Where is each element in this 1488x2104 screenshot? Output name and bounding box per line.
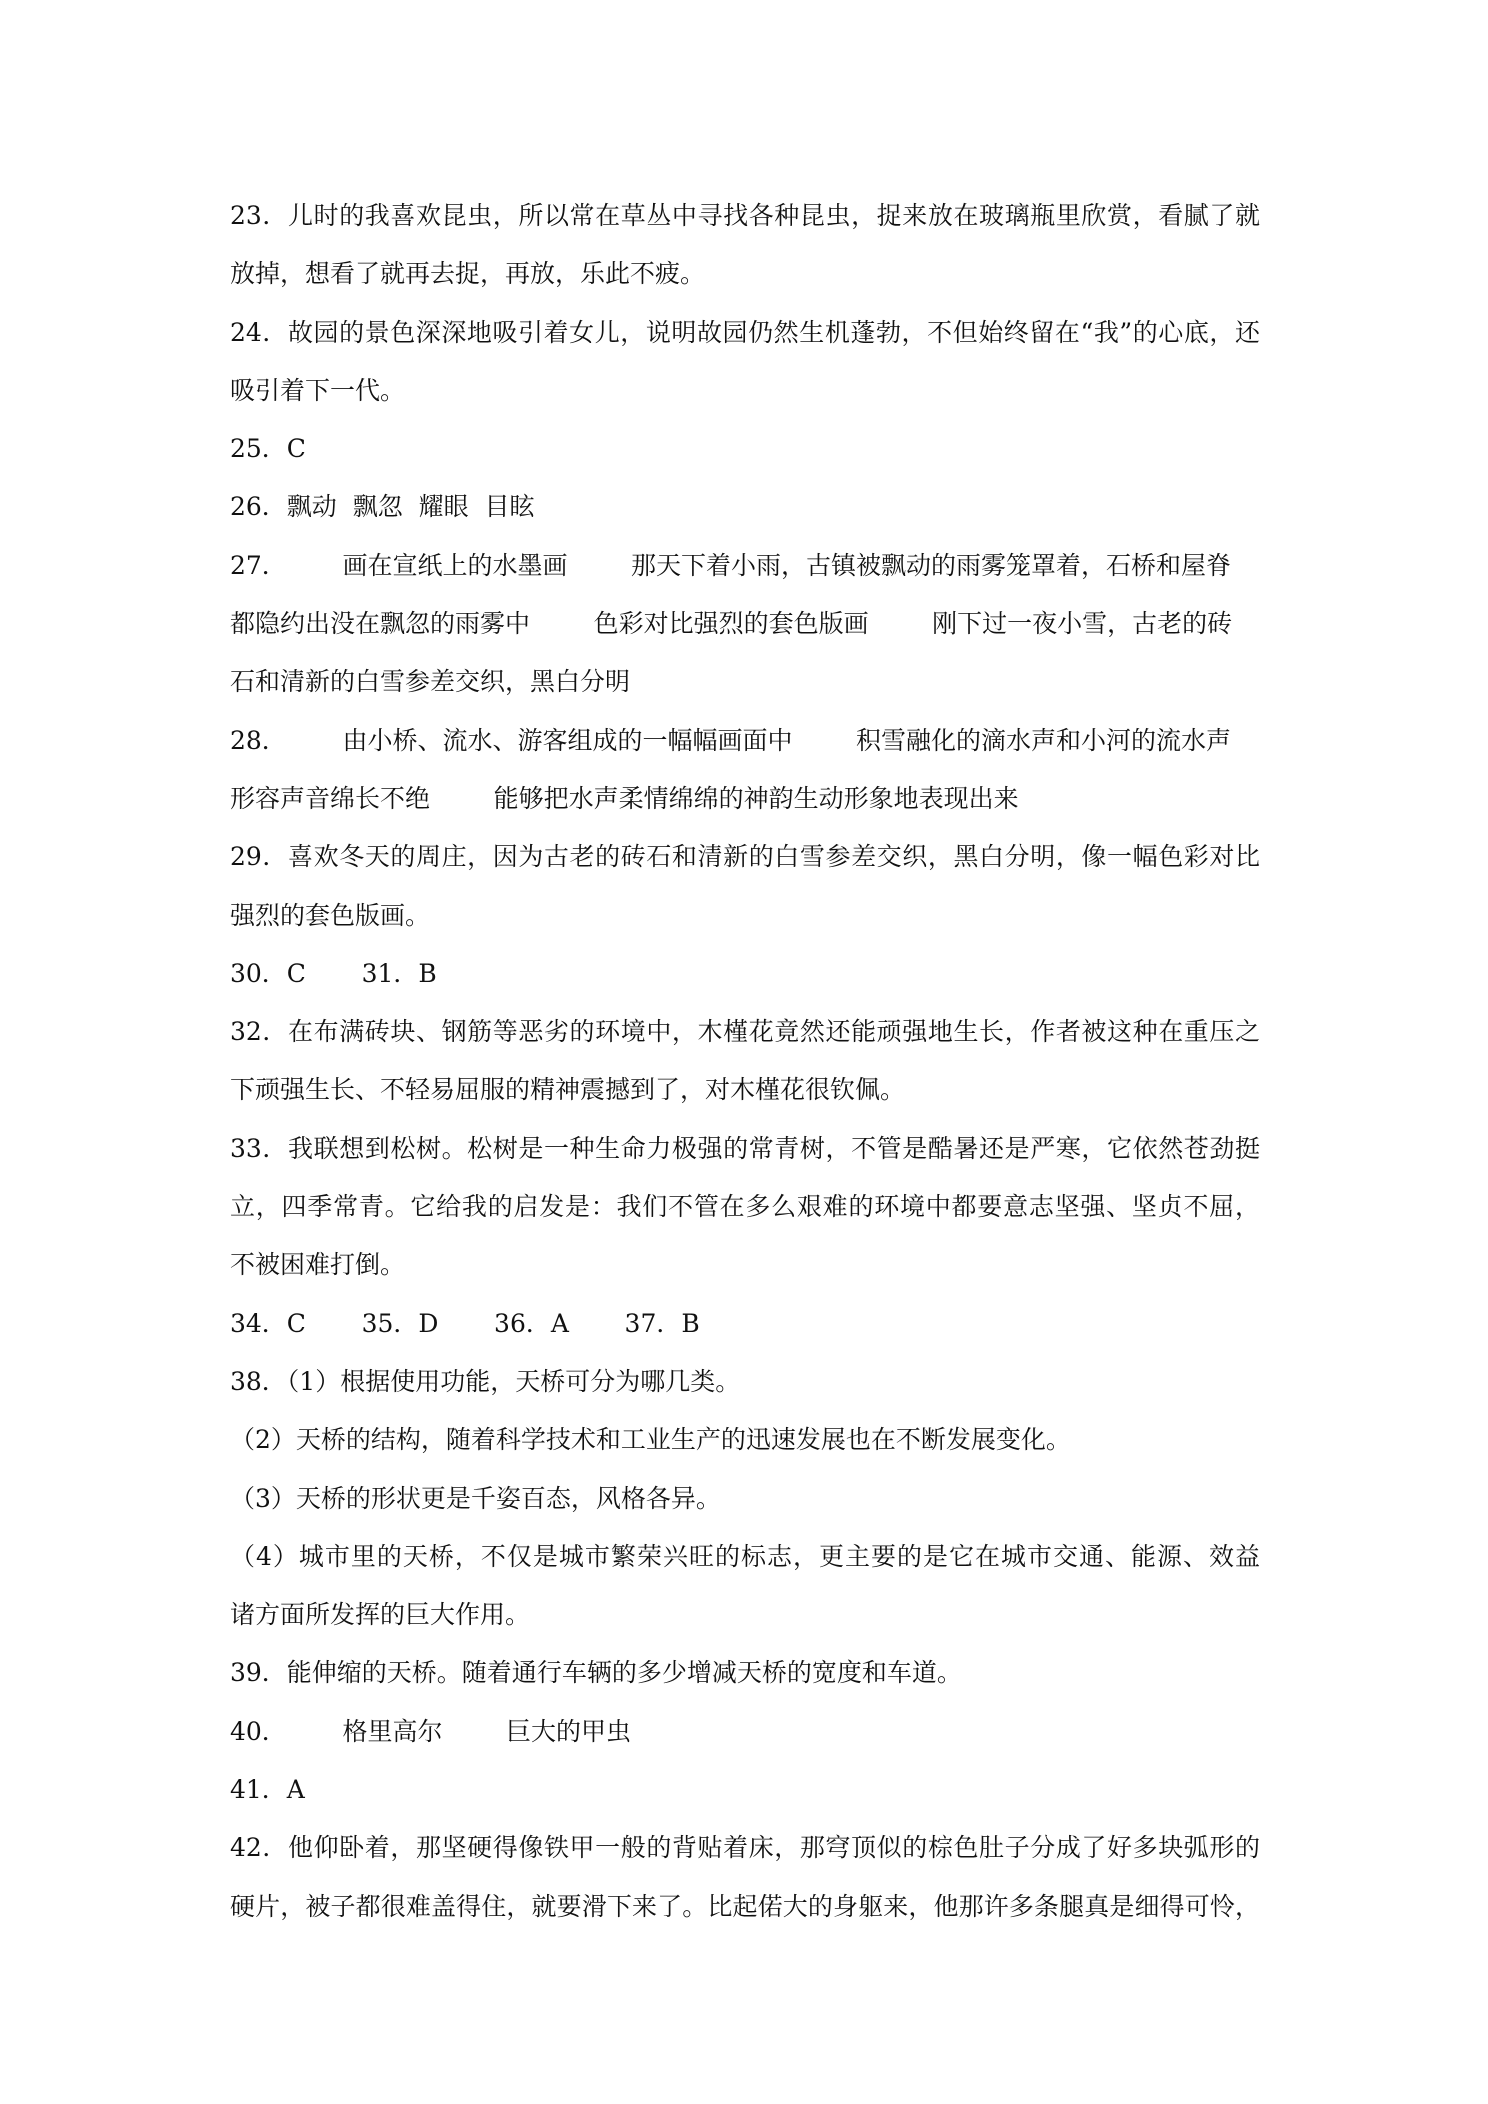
text-line-26: 39．能伸缩的天桥。随着通行车辆的多少增减天桥的宽度和车道。 xyxy=(230,1658,962,1688)
text-line-28: 41．A xyxy=(230,1775,305,1805)
answer-text-block xyxy=(230,187,1260,1936)
text-line-12: 29．喜欢冬天的周庄，因为古老的砖石和清新的白雪参差交织，黑白分明，像一幅色彩对比 xyxy=(230,842,1260,872)
text-line-30: 硬片，被子都很难盖得住，就要滑下来了。比起偌大的身躯来，他那许多条腿真是细得可怜， xyxy=(230,1891,1260,1921)
text-line-11: 形容声音绵长不绝 能够把水声柔情绵绵的神韵生动形象地表现出来 xyxy=(230,783,1019,813)
text-line-4: 吸引着下一代。 xyxy=(230,375,406,405)
text-line-5: 25．C xyxy=(230,434,306,464)
text-line-23: （3）天桥的形状更是千姿百态，风格各异。 xyxy=(230,1483,721,1513)
text-line-15: 32．在布满砖块、钢筋等恶劣的环境中，木槿花竟然还能顽强地生长，作者被这种在重压之 xyxy=(230,1017,1260,1047)
text-line-3: 24．故园的景色深深地吸引着女儿，说明故园仍然生机蓬勃，不但始终留在“我”的心底，还 xyxy=(230,317,1260,347)
text-line-24: （4）城市里的天桥，不仅是城市繁荣兴旺的标志，更主要的是它在城市交通、能源、效益 xyxy=(230,1541,1260,1571)
text-line-18: 立，四季常青。它给我的启发是：我们不管在多么艰难的环境中都要意志坚强、坚贞不屈， xyxy=(230,1192,1260,1222)
text-line-7: 27． 画在宣纸上的水墨画 那天下着小雨，古镇被飘动的雨雾笼罩着，石桥和屋脊 xyxy=(230,550,1232,580)
text-line-20: 34．C 35．D 36．A 37．B xyxy=(230,1308,700,1338)
text-line-13: 强烈的套色版画。 xyxy=(230,900,431,930)
text-line-27: 40． 格里高尔 巨大的甲虫 xyxy=(230,1716,632,1746)
text-line-21: 38．（1）根据使用功能，天桥可分为哪几类。 xyxy=(230,1366,741,1396)
text-line-8: 都隐约出没在飘忽的雨雾中 色彩对比强烈的套色版画 刚下过一夜小雪，古老的砖 xyxy=(230,609,1233,639)
text-line-14: 30．C 31．B xyxy=(230,958,437,988)
text-line-9: 石和清新的白雪参差交织，黑白分明 xyxy=(230,667,631,697)
text-line-16: 下顽强生长、不轻易屈服的精神震撼到了，对木槿花很钦佩。 xyxy=(230,1075,906,1105)
text-line-29: 42．他仰卧着，那坚硬得像铁甲一般的背贴着床，那穹顶似的棕色肚子分成了好多块弧形的 xyxy=(230,1833,1260,1863)
text-line-17: 33．我联想到松树。松树是一种生命力极强的常青树，不管是酷暑还是严寒，它依然苍劲挺 xyxy=(230,1133,1260,1163)
text-line-6: 26．飘动 飘忽 耀眼 目眩 xyxy=(230,492,535,522)
text-line-25: 诸方面所发挥的巨大作用。 xyxy=(230,1600,531,1630)
text-line-10: 28． 由小桥、流水、游客组成的一幅幅画面中 积雪融化的滴水声和小河的流水声 xyxy=(230,725,1232,755)
text-line-19: 不被困难打倒。 xyxy=(230,1250,406,1280)
text-line-2: 放掉，想看了就再去捉，再放，乐此不疲。 xyxy=(230,259,706,289)
text-line-1: 23．儿时的我喜欢昆虫，所以常在草丛中寻找各种昆虫，捉来放在玻璃瓶里欣赏，看腻了就 xyxy=(230,201,1260,230)
text-line-22: （2）天桥的结构，随着科学技术和工业生产的迅速发展也在不断发展变化。 xyxy=(230,1425,1071,1455)
